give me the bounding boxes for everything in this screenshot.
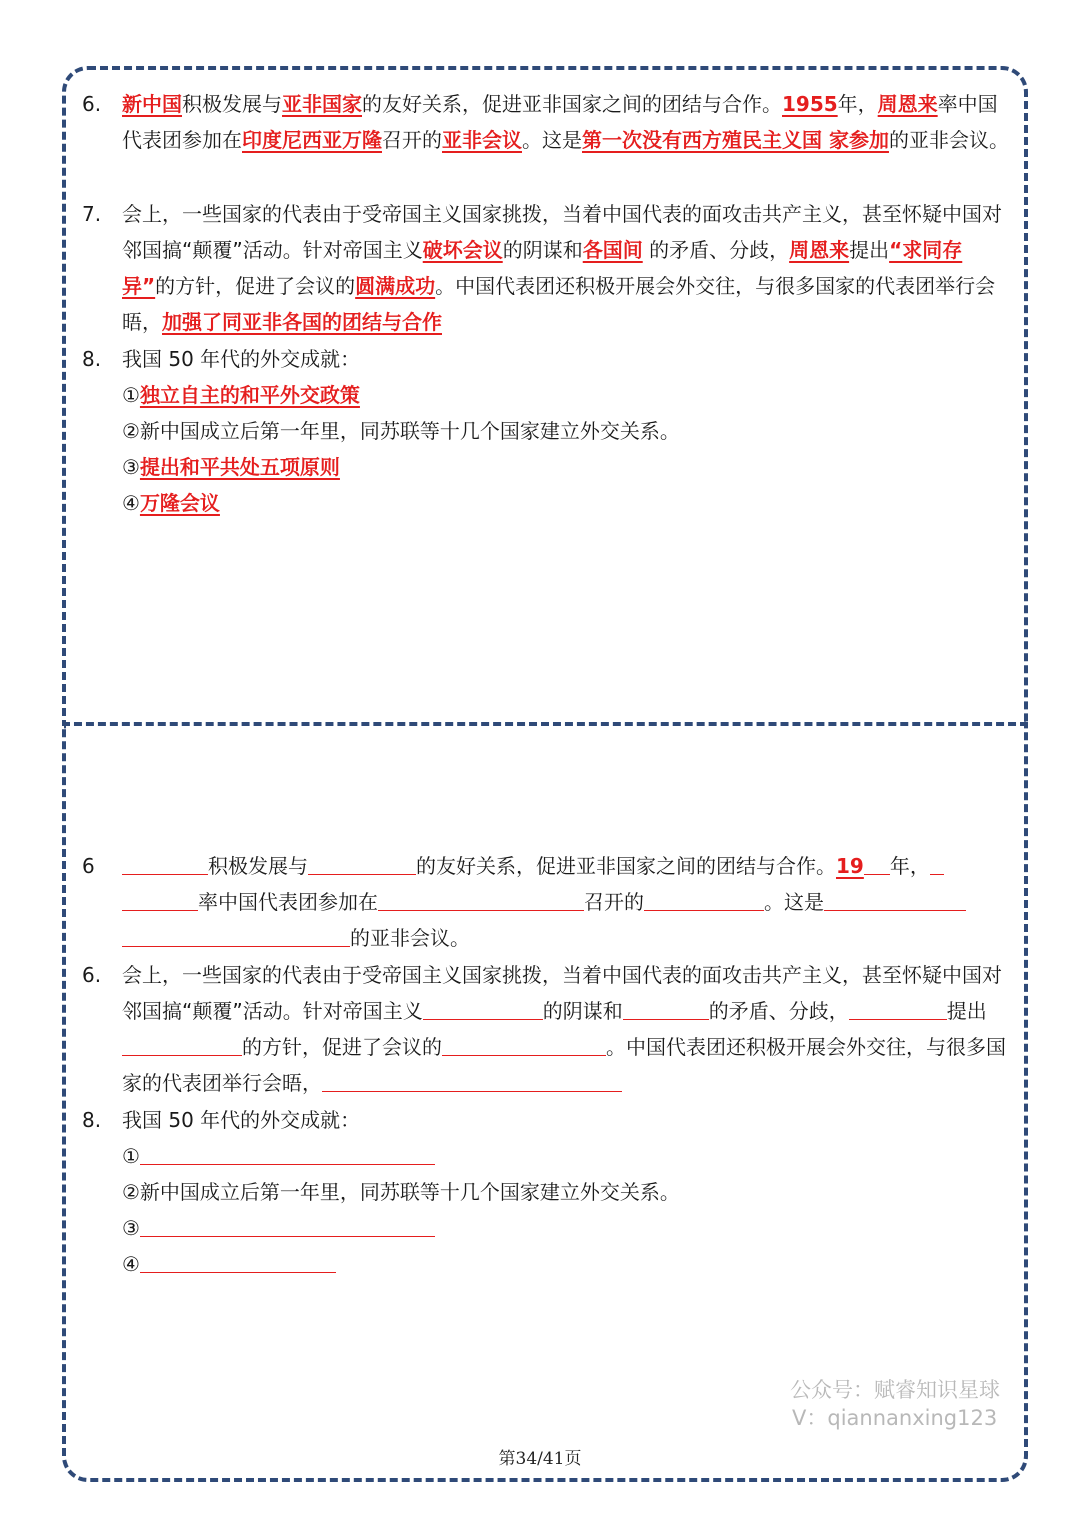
fill-blank[interactable] bbox=[322, 1067, 622, 1092]
fill-blank[interactable] bbox=[140, 1140, 435, 1165]
fill-blank[interactable] bbox=[122, 1031, 242, 1056]
fill-blank[interactable] bbox=[122, 886, 198, 911]
page-number: 第34/41页 bbox=[498, 1449, 582, 1469]
answer-item-7: 7. 会上，一些国家的代表由于受帝国主义国家挑拨，当着中国代表的面攻击共产主义，甚至怀疑中国对邻国搞“颠覆”活动。针对帝国主义破坏会议的阴谋和各国间 的矛盾、分歧，周恩来提出“求同存异”的方针，促进了会议的圆满成功。中国代表团还积极开展会外交往，与很多国家的代表团举行会晤，加强了同亚非各国的团结与合作 bbox=[82, 202, 1002, 334]
fill-blank[interactable] bbox=[824, 886, 966, 911]
blank-item-7: 6. 会上，一些国家的代表由于受帝国主义国家挑拨，当着中国代表的面攻击共产主义，甚至怀疑中国对邻国搞“颠覆”活动。针对帝国主义 的阴谋和 的矛盾、分歧， 提出的方针，促进了会议的 。中国代表团还积极开展会外交往，与很多国家的代表团举行会晤， bbox=[82, 963, 1006, 1095]
fill-blank[interactable] bbox=[122, 922, 350, 947]
fill-blank[interactable] bbox=[308, 850, 416, 875]
fill-blank[interactable] bbox=[378, 886, 584, 911]
fill-blank[interactable] bbox=[442, 1031, 606, 1056]
answer-item-8: 8. 我国 50 年代的外交成就： ①独立自主的和平外交政策 ②新中国成立后第一年里，同苏联等十几个国家建立外交关系。 ③提出和平共处五项原则 ④万隆会议 bbox=[82, 347, 680, 515]
answer-item-6: 6. 新中国积极发展与亚非国家的友好关系，促进亚非国家之间的团结与合作。1955年，周恩来率中国代表团参加在印度尼西亚万隆召开的亚非会议。这是第一次没有西方殖民主义国 家参加的亚非会议。 bbox=[82, 92, 1009, 152]
fill-blank[interactable] bbox=[644, 886, 764, 911]
blank-item-6: 6 积极发展与 的友好关系，促进亚非国家之间的团结与合作。19 年，率中国代表团参加在 召开的 。这是的亚非会议。 bbox=[82, 848, 1012, 956]
fill-blank[interactable] bbox=[423, 995, 543, 1020]
blank-item-8: 8. 我国 50 年代的外交成就： ① ②新中国成立后第一年里，同苏联等十几个国家建立外交关系。 ③ ④ bbox=[82, 1108, 680, 1276]
fill-blank[interactable] bbox=[623, 995, 709, 1020]
fill-blank[interactable] bbox=[864, 850, 890, 875]
fill-blank[interactable] bbox=[930, 850, 944, 875]
fill-blank[interactable] bbox=[849, 995, 947, 1020]
fill-blank[interactable] bbox=[140, 1212, 435, 1237]
fill-blank[interactable] bbox=[122, 850, 208, 875]
fill-blank[interactable] bbox=[140, 1248, 336, 1273]
watermark: 公众号：赋睿知识星球 V：qiannanxing123 bbox=[790, 1378, 1000, 1430]
